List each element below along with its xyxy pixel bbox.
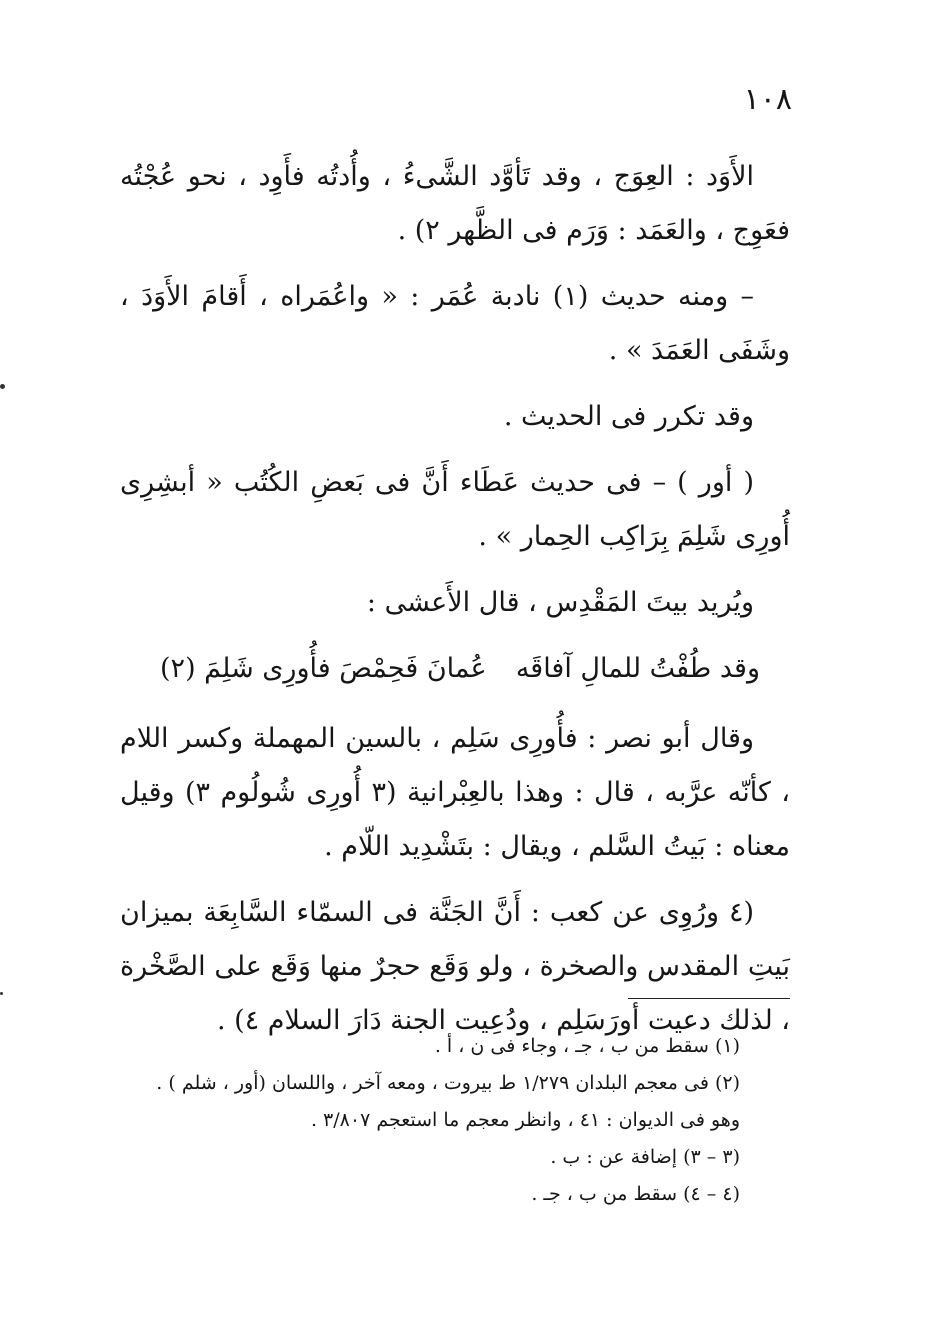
scan-mark (0, 384, 5, 389)
paragraph-kaab: (٤ ورُوِى عن كعب : أَنَّ الجَنَّة فى السمّاء السَّابِعَة بميزان بَيتِ المقدس والصخرة ، ولو وَقَع حجرٌ منها وَقَع على الصَّخْرة ، لذلك دعيت أورَسَلِم ، ودُعِيت الجنة دَارَ السلام ٤) . (120, 897, 790, 1036)
verse-second-hemistich: عُمانَ فَحِمْصَ فأُورِى شَلِمَ (٢) (160, 653, 487, 684)
poetry-verse (160, 642, 760, 696)
verse-first-hemistich: وقد طُفْتُ للمالِ آفاقَه (515, 653, 760, 684)
scan-mark (0, 992, 3, 995)
footnote-1: (١) سقط من ب ، جـ ، وجاء فى ن ، أ . (434, 1035, 740, 1057)
footnote-separator (628, 998, 790, 999)
paragraph-hadith-umar: – ومنه حديث (١) نادبة عُمَر : « واعُمَراه ، أَقامَ الأَوَدَ ، وشَفَى العَمَدَ » . (120, 281, 790, 366)
footnotes (140, 1028, 740, 1213)
footnote-3: (٣ – ٣) إضافة عن : ب . (550, 1146, 740, 1168)
paragraph-repeated: وقد تكرر فى الحديث . (503, 401, 754, 432)
footnote-2-continued: وهو فى الديوان : ٤١ ، وانظر معجم ما استعجم ٣/٨٠٧ . (310, 1109, 740, 1131)
main-text (120, 150, 790, 1060)
paragraph-awr: ( أور ) – فى حديث عَطَاء أَنَّ فى بَعضِ الكُتُب « أبشِرِى أُورِى شَلِمَ بِرَاكِب الحِمار » . (120, 467, 790, 552)
paragraph-aasha-intro: ويُريد بيتَ المَقْدِس ، قال الأَعشى : (366, 587, 754, 618)
footnote-2: (٢) فى معجم البلدان ١/٢٧٩ ط بيروت ، ومعه آخر ، واللسان (أور ، شلم ) . (156, 1072, 740, 1094)
page-number: ١٠٨ (743, 82, 792, 117)
footnote-4: (٤ – ٤) سقط من ب ، جـ . (531, 1183, 740, 1205)
paragraph-awad: الأَوَد : العِوَج ، وقد تَأوَّد الشَّىءُ ، وأُدتُه فأَوِد ، نحو عُجْتُه فعَوِج ، والعَمَد : وَرَم فى الظَّهر ٢) . (120, 161, 790, 246)
paragraph-abu-nasr: وقال أبو نصر : فأُورِى سَلِم ، بالسين المهملة وكسر اللام ، كأنّه عرَّبه ، قال : وهذا بالعِبْرانية (٣ أُورِى شُولُوم ٣) وقيل معناه : بَيتُ السَّلم ، ويقال : بتَشْدِيد اللّام . (120, 723, 790, 862)
